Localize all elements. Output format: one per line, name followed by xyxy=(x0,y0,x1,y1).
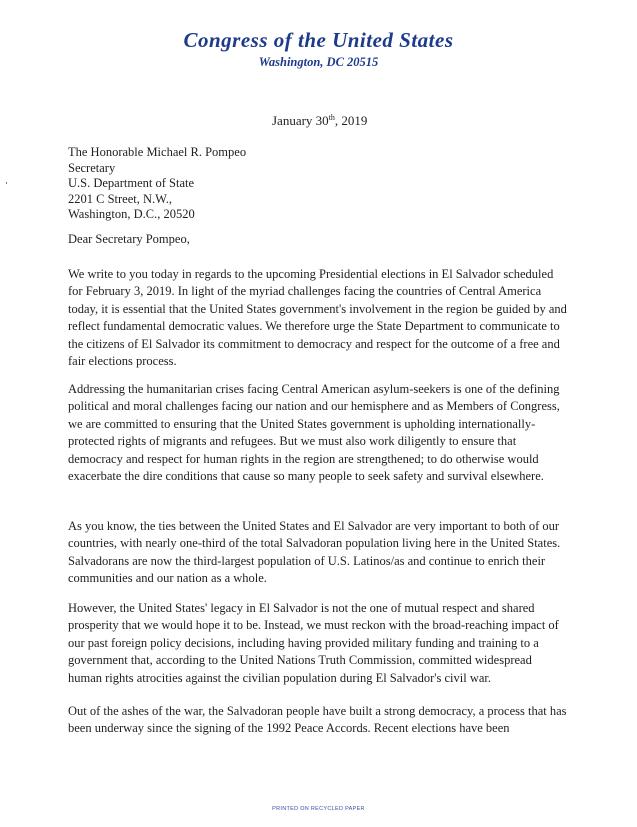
body-paragraph: Addressing the humanitarian crises facing Central American asylum-seekers is one of the defining political and moral challenges facing our nation and our hemisphere and as Members of Congress, we are committed to ensuring that the United States government is upholding internationally-protected rights of migrants and refugees. But we must also work diligently to ensure that democracy and respect for human rights in the region are strengthened; to do otherwise would exacerbate the dire conditions that cause so many people to seek safety and survival elsewhere. xyxy=(68,382,560,484)
body-paragraph: However, the United States' legacy in El Salvador is not the one of mutual respect and shared prosperity that we would hope it to be. Instead, we must reckon with the broad-reaching impact of our past foreign policy decisions, including having provided military funding and training to a government that, according to the United Nations Truth Commission, committed widespread human rights atrocities against the civilian population during El Salvador's civil war. xyxy=(68,601,559,685)
recipient-address xyxy=(68,145,246,223)
date-suffix: th xyxy=(328,113,335,122)
recycled-paper-footer: PRINTED ON RECYCLED PAPER xyxy=(272,806,365,812)
body-paragraph: We write to you today in regards to the upcoming Presidential elections in El Salvador scheduled for February 3, 2019. In light of the myriad challenges facing the countries of Central America today, it is essential that the United States government's involvement in the region be guided by and reflect fundamental democratic values. We therefore urge the State Department to communicate to the citizens of El Salvador its commitment to democracy and respect for the outcome of a free and fair elections process. xyxy=(68,267,567,369)
address-line: 2201 C Street, N.W., xyxy=(68,191,173,206)
date-prefix: January 30 xyxy=(272,113,329,128)
date-year: , 2019 xyxy=(334,113,368,128)
letter-date xyxy=(272,113,367,129)
address-line: U.S. Department of State xyxy=(68,176,195,191)
letterhead xyxy=(0,28,637,70)
address-line: Secretary xyxy=(68,160,116,175)
address-line: Washington, D.C., 20520 xyxy=(68,207,195,222)
letterhead-location: Washington, DC 20515 xyxy=(258,55,379,69)
salutation: Dear Secretary Pompeo, xyxy=(68,232,190,246)
body-paragraph: Out of the ashes of the war, the Salvadoran people have built a strong democracy, a process that has been underway since the signing of the 1992 Peace Accords. Recent elections have been xyxy=(68,704,567,736)
scan-mark xyxy=(6,182,7,184)
body-paragraph: As you know, the ties between the United States and El Salvador are very important to both of our countries, with nearly one-third of the total Salvadoran population living here in the United States. Salvadorans are now the third-largest population of U.S. Latinos/as and continue to enrich their communities and our nation as a whole. xyxy=(68,519,561,586)
address-line: The Honorable Michael R. Pompeo xyxy=(68,145,247,159)
letterhead-title: Congress of the United States xyxy=(183,28,454,52)
